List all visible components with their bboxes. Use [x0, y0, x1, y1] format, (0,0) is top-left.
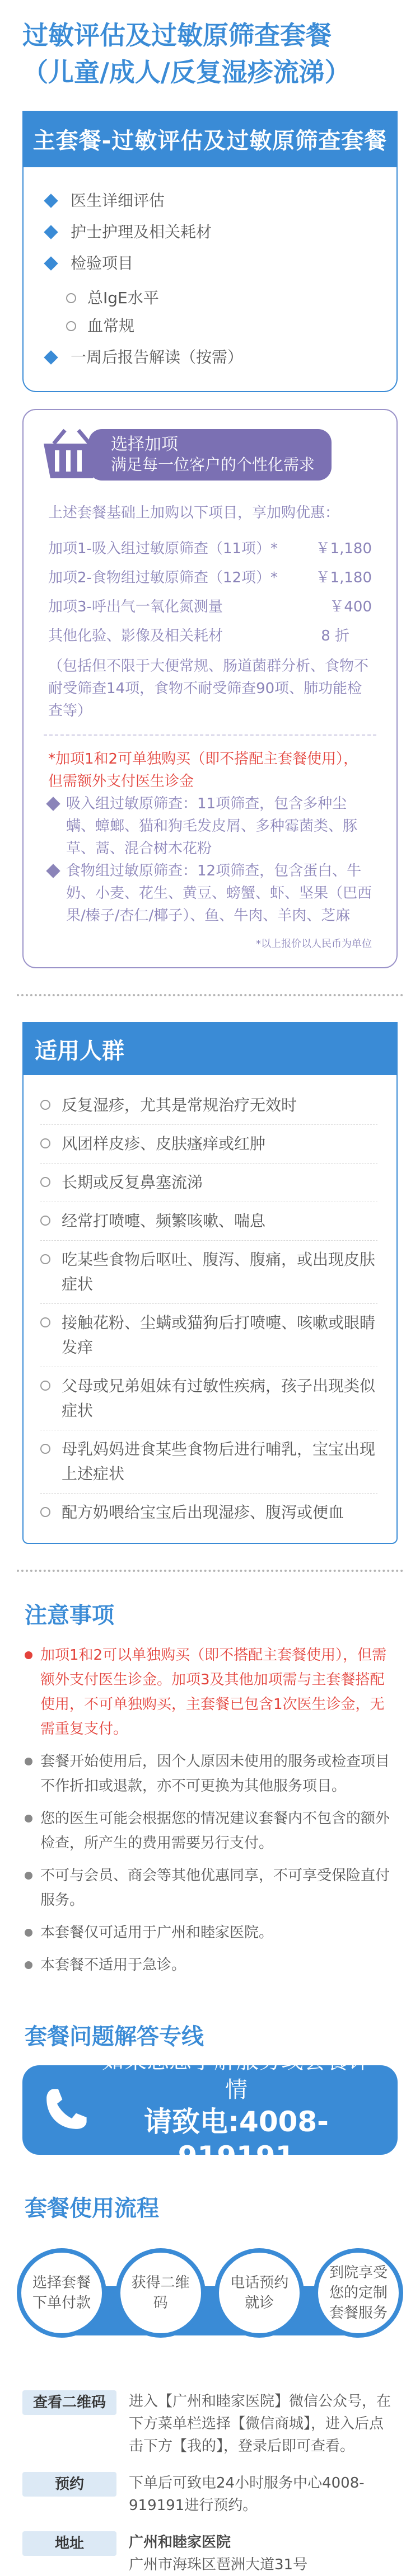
main-item: 医生详细评估: [46, 190, 380, 212]
circle-bullet-icon: [40, 1216, 50, 1226]
address-name: 广州和睦家医院: [129, 2534, 231, 2551]
bullet-dot-icon: [25, 1815, 32, 1822]
addon-pill: 选择加项 满足每一位客户的个性化需求: [88, 429, 332, 481]
people-list: [24, 1075, 396, 1543]
bullet-dot-icon: [25, 1651, 32, 1659]
notes-title: 注意事项: [25, 1603, 114, 1628]
people-item: 风团样皮疹、皮肤瘙痒或红肿: [40, 1125, 377, 1164]
booking-label: 预约: [22, 2472, 116, 2497]
process-step: 获得二维码: [116, 2248, 206, 2338]
note-item: 加项1和2可以单独购买（即不搭配主套餐使用），但需额外支付医生诊金。加项3及其他加项需与主套餐搭配使用，不可单独购买，主套餐已包含1次医生诊金，无需重复支付。: [25, 1643, 395, 1741]
addon-other-note: （包括但不限于大便常规、肠道菌群分析、食物不耐受筛查14项，食物不耐受筛查90项、肺功能检查等）: [48, 658, 369, 719]
circle-bullet-icon: [40, 1317, 50, 1327]
diamond-bullet-icon: [46, 864, 60, 878]
process-title: 套餐使用流程: [25, 2196, 159, 2221]
main-package-card: [22, 111, 398, 392]
dotted-separator: [17, 994, 403, 996]
addon-card: [22, 409, 398, 968]
address-text: 广州市海珠区琶洲大道31号: [129, 2556, 308, 2573]
people-item: 反复湿疹，尤其是常规治疗无效时: [40, 1086, 377, 1125]
people-item: 配方奶喂给宝宝后出现湿疹、腹泻或便血: [40, 1494, 377, 1532]
process-step: 到院享受您的定制套餐服务: [314, 2248, 403, 2338]
diamond-bullet-icon: [44, 256, 58, 270]
hotline-line1: 如果您想了解服务或套餐详情: [102, 2048, 371, 2103]
info-row-address: [22, 2531, 398, 2576]
circle-bullet-icon: [40, 1381, 50, 1391]
page-title: [0, 0, 420, 91]
lab-items-list: [24, 287, 396, 337]
circle-bullet-icon: [66, 321, 76, 331]
diamond-bullet-icon: [44, 225, 58, 239]
people-item: 长期或反复鼻塞流涕: [40, 1164, 377, 1202]
info-row-qr: [22, 2390, 398, 2457]
hotline-title: 套餐问题解答专线: [25, 2024, 204, 2050]
circle-bullet-icon: [66, 293, 76, 303]
hotline-banner[interactable]: [22, 2048, 398, 2173]
info-row-booking: [22, 2472, 398, 2517]
circle-bullet-icon: [40, 1254, 50, 1264]
note-item: 本套餐不适用于急诊。: [25, 1953, 395, 1977]
people-item: 父母或兄弟姐妹有过敏性疾病，孩子出现类似症状: [40, 1367, 377, 1430]
people-header: 适用人群: [24, 1023, 396, 1075]
diamond-bullet-icon: [44, 194, 58, 208]
dotted-separator: [17, 1570, 403, 1572]
diamond-bullet-icon: [44, 350, 58, 364]
dashed-divider: [44, 734, 376, 736]
qr-label: 查看二维码: [22, 2390, 116, 2415]
note-item: 您的医生可能会根据您的情况建议套餐内不包含的额外检查，所产生的费用需要另行支付。: [25, 1806, 395, 1856]
bullet-dot-icon: [25, 1758, 32, 1765]
addon-top: [38, 427, 382, 483]
main-package-header: 主套餐-过敏评估及过敏原筛查套餐: [24, 111, 396, 167]
page-title-line1: 过敏评估及过敏原筛查套餐: [22, 20, 332, 50]
addon-warning: *加项1和2可单独购买（即不搭配主套餐使用），但需额外支付医生诊金: [48, 751, 358, 790]
people-item: 吃某些食物后呕吐、腹泻、腹痛，或出现皮肤症状: [40, 1241, 377, 1304]
main-item: 检验项目: [46, 252, 380, 275]
notes-list: [0, 1630, 420, 1977]
people-item: 经常打喷嚏、频繁咳嗽、喘息: [40, 1202, 377, 1241]
phone-icon: [39, 2084, 92, 2136]
address-label: 地址: [22, 2531, 116, 2556]
process-flow: [17, 2239, 403, 2374]
addon-intro: 上述套餐基础上加购以下项目，享加购优惠：: [48, 505, 340, 521]
addon-footnote: *以上报价以人民币为单位: [256, 938, 372, 950]
main-package-list: [24, 167, 396, 297]
addon-row: 加项3-呼出气一氧化氮测量 ￥400: [48, 599, 372, 615]
addon-row: 加项1-吸入组过敏原筛查（11项）* ￥1,180: [48, 540, 372, 557]
main-item: 一周后报告解读（按需）: [46, 346, 380, 369]
addon-row: 其他化验、影像及相关耗材 8 折: [48, 628, 349, 644]
circle-bullet-icon: [40, 1138, 50, 1148]
lab-item: 血常规: [66, 315, 396, 337]
lab-item: 总IgE水平: [66, 287, 396, 309]
bullet-dot-icon: [25, 1929, 32, 1937]
hotline-phone[interactable]: 请致电:4008-919191: [144, 2106, 329, 2173]
people-item: 接触花粉、尘螨或猫狗后打喷嚏、咳嗽或眼睛发痒: [40, 1304, 377, 1367]
people-card: [22, 1022, 398, 1544]
circle-bullet-icon: [40, 1444, 50, 1454]
hotline-text: [92, 2046, 381, 2174]
addon-row: 加项2-食物组过敏原筛查（12项）* ￥1,180: [48, 569, 372, 586]
bullet-dot-icon: [25, 1961, 32, 1969]
note-item: 不可与会员、商会等其他优惠同享，不可享受保险直付服务。: [25, 1863, 395, 1913]
bullet-dot-icon: [25, 1872, 32, 1880]
page-title-line2: （儿童/成人/反复湿疹流涕）: [22, 57, 351, 87]
main-item: 护士护理及相关耗材: [46, 221, 380, 243]
note-item: 套餐开始使用后，因个人原因未使用的服务或检查项目不作折扣或退款，亦不可更换为其他服务项目。: [25, 1749, 395, 1798]
booking-text: 下单后可致电24小时服务中心4008-919191进行预约。: [129, 2475, 365, 2514]
process-step: 选择套餐下单付款: [17, 2248, 106, 2338]
circle-bullet-icon: [40, 1507, 50, 1517]
addon-detail-food: 食物组过敏原筛查：12项筛查，包含蛋白、牛奶、小麦、花生、黄豆、螃蟹、虾、坚果（巴西果/榛子/杏仁/椰子）、鱼、牛肉、羊肉、芝麻: [38, 860, 382, 927]
addon-detail-inhale: 吸入组过敏原筛查：11项筛查，包含多种尘螨、蟑螂、猫和狗毛发皮屑、多种霉菌类、豚草、蒿、混合树木花粉: [38, 793, 382, 860]
diamond-bullet-icon: [46, 797, 60, 811]
people-item: 母乳妈妈进食某些食物后进行哺乳，宝宝出现上述症状: [40, 1430, 377, 1494]
process-step: 电话预约就诊: [214, 2248, 304, 2338]
circle-bullet-icon: [40, 1100, 50, 1110]
note-item: 本套餐仅可适用于广州和睦家医院。: [25, 1920, 395, 1945]
info-section: [22, 2390, 398, 2576]
circle-bullet-icon: [40, 1177, 50, 1187]
qr-text: 进入【广州和睦家医院】微信公众号，在下方菜单栏选择【微信商城】，进入后点击下方【我的】，登录后即可查看。: [129, 2393, 391, 2455]
